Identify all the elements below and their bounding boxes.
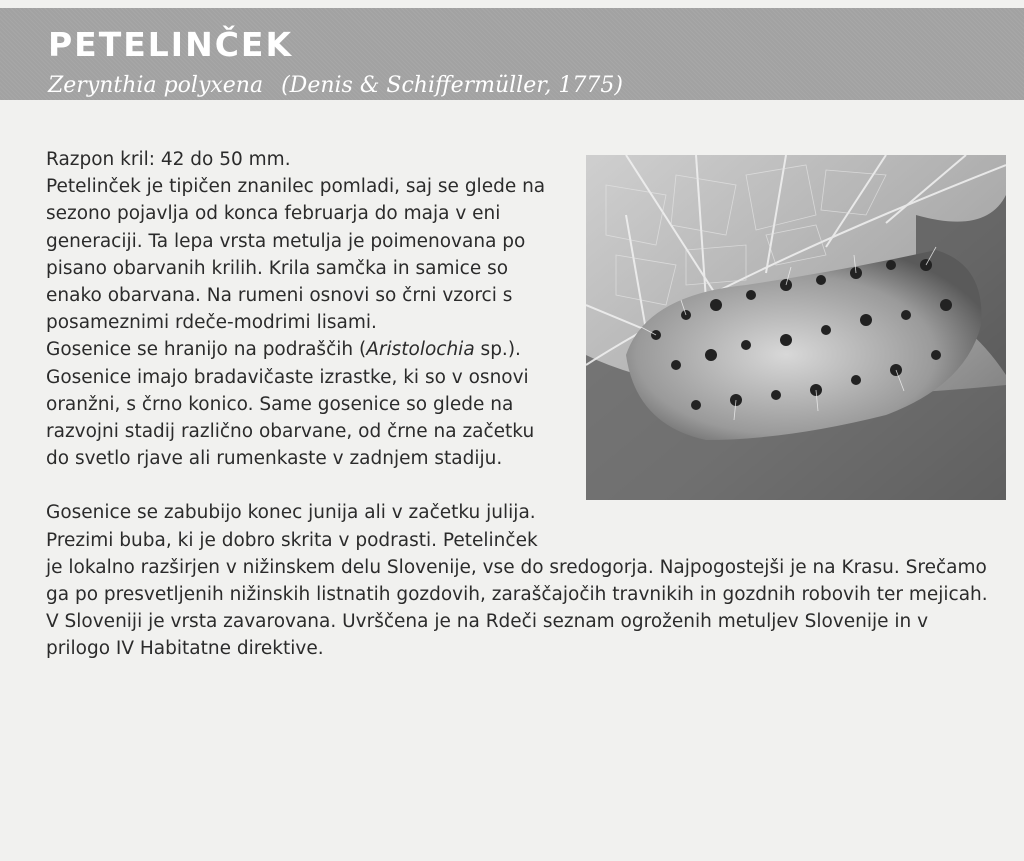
host-plant-genus: Aristolochia [366, 339, 475, 361]
species-description [46, 146, 991, 663]
caterpillar-text-b: sp.). Gosenice imajo bradavičaste izrastke, ki so v osnovi oranžni, s črno konico. Same gosenice so glede na razvojni stadij različno obarvane, od črne na začetku do svetlo rjave ali rumenkaste v zadnjem stadiju. [46, 339, 535, 470]
photo-spacer [551, 146, 991, 531]
species-author: (Denis & Schiffermüller, 1775) [281, 73, 623, 98]
caterpillar-text-a: Gosenice se hranijo na podraščih ( [46, 339, 367, 361]
description-season: Petelinček je tipičen znanilec pomladi, saj se glede na sezono pojavlja od konca februarja do maja v eni generaciji. Ta lepa vrsta metulja je poimenovana po pisano obarvanih krilih. Krila samčka in samice so enako obarvana. Na rumeni osnovi so črni vzorci s posameznimi rdeče-modrimi lisami. [46, 176, 546, 334]
wingspan-line: Razpon kril: 42 do 50 mm. [46, 149, 291, 170]
latin-name: Zerynthia polyxena [48, 73, 264, 98]
species-subtitle [48, 72, 623, 100]
species-title: PETELINČEK [48, 25, 294, 64]
description-distribution: Gosenice se zabubijo konec junija ali v začetku julija. Prezimi buba, ki je dobro skrita v podrasti. Petelinček je lokalno razširjen v nižinskem delu Slovenije, vse do sredogorja. Najpogostejši je na Krasu. Srečamo ga po presvetljenih nižinskih listnatih gozdovih, zaraščajočih travnikih in gozdnih robovih ter mejicah. V Sloveniji je vrsta zavarovana. Uvrščena je na Rdeči seznam ogroženih metuljev Slovenije in v prilogo IV Habitatne direktive. [46, 502, 988, 660]
title-banner [0, 8, 1024, 100]
